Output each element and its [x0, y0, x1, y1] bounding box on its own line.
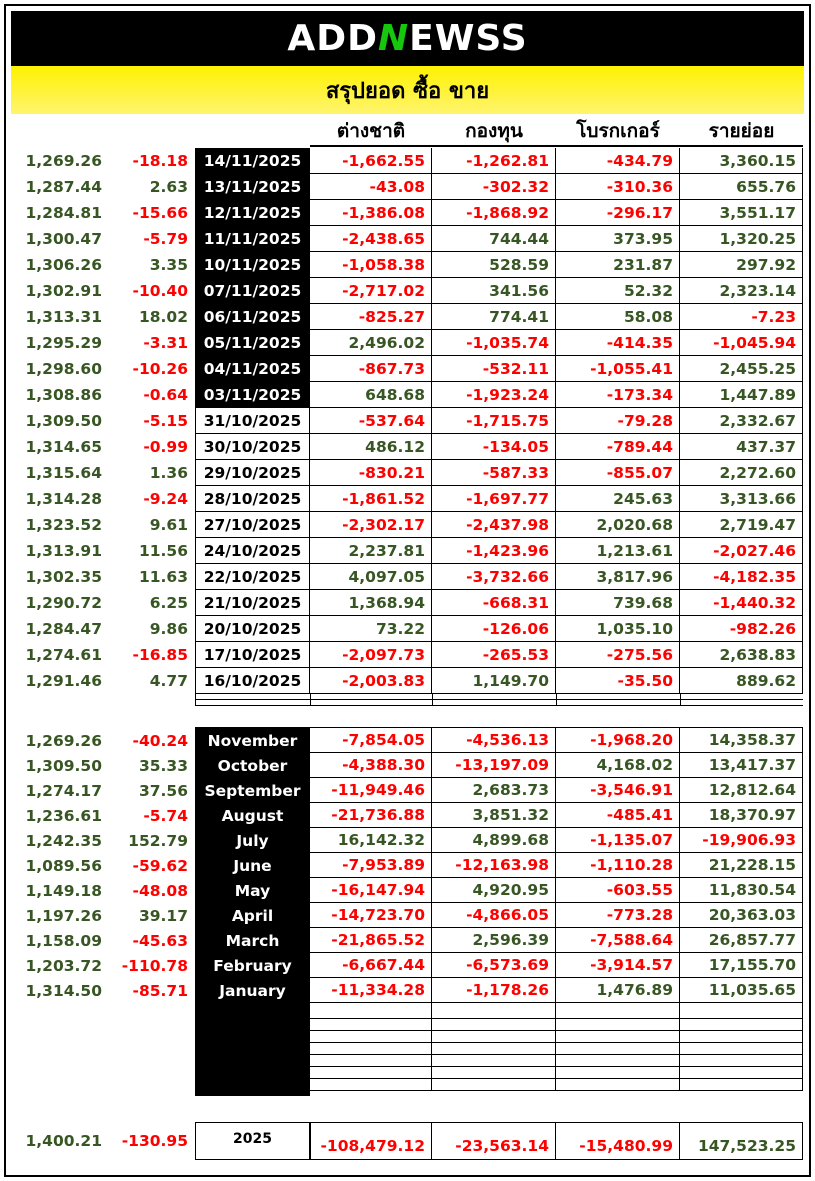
month-name: May — [234, 881, 271, 900]
fund-total: -23,563.14 — [432, 1122, 556, 1160]
set-index-value: 1,284.47 — [25, 620, 102, 638]
month-name: August — [221, 806, 284, 825]
foreign-net: -7,854.05 — [310, 728, 432, 753]
foreign-net: -2,003.83 — [310, 668, 432, 694]
retail-net: 14,358.37 — [680, 728, 803, 753]
set-change-value: 1.36 — [149, 464, 188, 482]
fund-net: -668.31 — [432, 590, 556, 616]
retail-net: 20,363.03 — [680, 903, 803, 928]
monthly-top-border — [310, 727, 803, 728]
fund-net: -3,732.66 — [432, 564, 556, 590]
set-index-value: 1,298.60 — [25, 360, 102, 378]
foreign-net: 2,237.81 — [310, 538, 432, 564]
foreign-net: 1,368.94 — [310, 590, 432, 616]
set-change-value: 11.56 — [138, 542, 188, 560]
set-change-value: -45.63 — [132, 931, 188, 950]
logo-bar — [11, 11, 804, 66]
trade-date: 05/11/2025 — [195, 330, 310, 356]
fund-net: -1,035.74 — [432, 330, 556, 356]
trade-date: 12/11/2025 — [195, 200, 310, 226]
set-index-value: 1,302.91 — [25, 282, 102, 300]
broker-net: 58.08 — [556, 304, 680, 330]
set-index-value: 1,236.61 — [25, 806, 102, 825]
trade-date: 27/10/2025 — [195, 512, 310, 538]
trade-date: 31/10/2025 — [195, 408, 310, 434]
set-index-value: 1,203.72 — [25, 956, 102, 975]
fund-net: -302.32 — [432, 174, 556, 200]
set-change-value: 11.63 — [138, 568, 188, 586]
set-change-value: 18.02 — [138, 308, 188, 326]
year-label: 2025 — [195, 1122, 310, 1160]
retail-net: -1,440.32 — [680, 590, 803, 616]
retail-net: 11,830.54 — [680, 878, 803, 903]
separator-row — [195, 700, 803, 706]
set-index-value: 1,323.52 — [25, 516, 102, 534]
total-left-border — [310, 1122, 311, 1160]
retail-net: 3,313.66 — [680, 486, 803, 512]
set-change-value: 4.77 — [149, 672, 188, 690]
fund-net: -1,262.81 — [432, 148, 556, 174]
fund-net: 2,596.39 — [432, 928, 556, 953]
broker-total: -15,480.99 — [556, 1122, 680, 1160]
broker-net: -3,546.91 — [556, 778, 680, 803]
set-index-value: 1,197.26 — [25, 906, 102, 925]
retail-net: -19,906.93 — [680, 828, 803, 853]
set-change-value: 9.61 — [149, 516, 188, 534]
header-foreign: ต่างชาติ — [310, 117, 432, 147]
set-index-value: 1,300.47 — [25, 230, 102, 248]
set-change-value: -3.31 — [143, 334, 188, 352]
set-change-value: 9.86 — [149, 620, 188, 638]
set-index-value: 1,314.65 — [25, 438, 102, 456]
monthly-row — [0, 753, 815, 778]
set-index-value: 1,308.86 — [25, 386, 102, 404]
fund-net: -126.06 — [432, 616, 556, 642]
set-change-value: 35.33 — [138, 756, 188, 775]
foreign-net: 73.22 — [310, 616, 432, 642]
set-index-value: 1,313.31 — [25, 308, 102, 326]
fund-net: 3,851.32 — [432, 803, 556, 828]
set-index-value: 1,314.50 — [25, 981, 102, 1000]
page-title: สรุปยอด ซื้อ ขาย — [325, 78, 490, 104]
set-index-value: 1,158.09 — [25, 931, 102, 950]
retail-net: 1,320.25 — [680, 226, 803, 252]
foreign-net: -11,949.46 — [310, 778, 432, 803]
retail-net: 2,455.25 — [680, 356, 803, 382]
foreign-net: -1,662.55 — [310, 148, 432, 174]
fund-net: -6,573.69 — [432, 953, 556, 978]
fund-net: -4,536.13 — [432, 728, 556, 753]
monthly-row — [0, 978, 815, 1003]
foreign-total: -108,479.12 — [310, 1122, 432, 1160]
foreign-net: -1,058.38 — [310, 252, 432, 278]
set-change-value: -5.79 — [143, 230, 188, 248]
broker-net: -855.07 — [556, 460, 680, 486]
set-change-value: 152.79 — [128, 831, 188, 850]
retail-net: 21,228.15 — [680, 853, 803, 878]
trade-date: 21/10/2025 — [195, 590, 310, 616]
set-change-value: 37.56 — [138, 781, 188, 800]
retail-total: 147,523.25 — [680, 1122, 803, 1160]
total-data-row — [0, 1122, 815, 1160]
addnewss-logo: ADDNEWSS — [287, 18, 528, 59]
fund-net: 1,149.70 — [432, 668, 556, 694]
daily-row — [0, 564, 815, 590]
daily-row — [0, 148, 815, 174]
daily-row — [0, 538, 815, 564]
daily-row — [0, 486, 815, 512]
fund-net: 2,683.73 — [432, 778, 556, 803]
broker-net: -485.41 — [556, 803, 680, 828]
trade-date: 13/11/2025 — [195, 174, 310, 200]
daily-row — [0, 382, 815, 408]
daily-row — [0, 226, 815, 252]
broker-net: -173.34 — [556, 382, 680, 408]
broker-net: 3,817.96 — [556, 564, 680, 590]
set-index-value: 1,309.50 — [25, 756, 102, 775]
set-index-value: 1,287.44 — [25, 178, 102, 196]
monthly-row — [0, 903, 815, 928]
fund-net: 341.56 — [432, 278, 556, 304]
set-index-value: 1,284.81 — [25, 204, 102, 222]
set-change-value: -9.24 — [143, 490, 188, 508]
fund-net: -1,697.77 — [432, 486, 556, 512]
broker-net: 245.63 — [556, 486, 680, 512]
header-retail: รายย่อย — [680, 117, 803, 147]
month-name: February — [213, 956, 292, 975]
monthly-row — [0, 828, 815, 853]
retail-net: 1,447.89 — [680, 382, 803, 408]
fund-net: 528.59 — [432, 252, 556, 278]
foreign-net: -825.27 — [310, 304, 432, 330]
set-change-value: -15.66 — [132, 204, 188, 222]
set-index-value: 1,291.46 — [25, 672, 102, 690]
broker-net: 373.95 — [556, 226, 680, 252]
set-index-value: 1,269.26 — [25, 152, 102, 170]
daily-row — [0, 460, 815, 486]
fund-net: 4,920.95 — [432, 878, 556, 903]
broker-net: -296.17 — [556, 200, 680, 226]
retail-net: 655.76 — [680, 174, 803, 200]
foreign-net: -21,865.52 — [310, 928, 432, 953]
foreign-net: 2,496.02 — [310, 330, 432, 356]
foreign-net: -2,438.65 — [310, 226, 432, 252]
trade-date: 16/10/2025 — [195, 668, 310, 694]
set-change-value: 2.63 — [149, 178, 188, 196]
foreign-net: -867.73 — [310, 356, 432, 382]
fund-net: -12,163.98 — [432, 853, 556, 878]
foreign-net: -830.21 — [310, 460, 432, 486]
broker-net: -1,055.41 — [556, 356, 680, 382]
set-index-value: 1,306.26 — [25, 256, 102, 274]
set-index-value: 1,309.50 — [25, 412, 102, 430]
retail-net: 297.92 — [680, 252, 803, 278]
fund-net: -1,423.96 — [432, 538, 556, 564]
month-name: September — [204, 781, 301, 800]
foreign-net: -2,302.17 — [310, 512, 432, 538]
broker-net: -310.36 — [556, 174, 680, 200]
empty-row — [310, 1067, 803, 1079]
foreign-net: -4,388.30 — [310, 753, 432, 778]
set-index-value: 1,290.72 — [25, 594, 102, 612]
foreign-net: -1,861.52 — [310, 486, 432, 512]
foreign-net: 648.68 — [310, 382, 432, 408]
foreign-net: -6,667.44 — [310, 953, 432, 978]
trade-date: 30/10/2025 — [195, 434, 310, 460]
fund-net: -13,197.09 — [432, 753, 556, 778]
broker-net: 1,035.10 — [556, 616, 680, 642]
daily-row — [0, 200, 815, 226]
title-bar — [11, 66, 804, 114]
foreign-net: -14,723.70 — [310, 903, 432, 928]
fund-net: 774.41 — [432, 304, 556, 330]
retail-net: 2,272.60 — [680, 460, 803, 486]
trade-date: 28/10/2025 — [195, 486, 310, 512]
fund-net: -1,178.26 — [432, 978, 556, 1003]
set-change-value: 6.25 — [149, 594, 188, 612]
monthly-row — [0, 928, 815, 953]
set-change-value: -85.71 — [132, 981, 188, 1000]
foreign-net: 16,142.32 — [310, 828, 432, 853]
daily-row — [0, 330, 815, 356]
month-name: June — [233, 856, 272, 875]
set-change-value: -16.85 — [132, 646, 188, 664]
retail-net: 12,812.64 — [680, 778, 803, 803]
monthly-row — [0, 953, 815, 978]
month-name: January — [219, 981, 286, 1000]
set-index-value: 1,149.18 — [25, 881, 102, 900]
broker-net: -434.79 — [556, 148, 680, 174]
empty-row — [310, 1019, 803, 1031]
set-change-value: -59.62 — [132, 856, 188, 875]
broker-net: 1,213.61 — [556, 538, 680, 564]
retail-net: -1,045.94 — [680, 330, 803, 356]
set-index-value: 1,315.64 — [25, 464, 102, 482]
broker-net: -79.28 — [556, 408, 680, 434]
retail-net: -4,182.35 — [680, 564, 803, 590]
daily-row — [0, 252, 815, 278]
retail-net: -982.26 — [680, 616, 803, 642]
daily-row — [0, 668, 815, 694]
retail-net: 11,035.65 — [680, 978, 803, 1003]
daily-row — [0, 642, 815, 668]
fund-net: -265.53 — [432, 642, 556, 668]
fund-net: -134.05 — [432, 434, 556, 460]
set-change-value: -110.78 — [121, 956, 188, 975]
set-index-value: 1,274.17 — [25, 781, 102, 800]
broker-net: -1,135.07 — [556, 828, 680, 853]
broker-net: 4,168.02 — [556, 753, 680, 778]
foreign-net: -11,334.28 — [310, 978, 432, 1003]
retail-net: 2,332.67 — [680, 408, 803, 434]
month-name: November — [207, 731, 298, 750]
daily-row — [0, 304, 815, 330]
trade-date: 22/10/2025 — [195, 564, 310, 590]
broker-net: 1,476.89 — [556, 978, 680, 1003]
foreign-net: -43.08 — [310, 174, 432, 200]
daily-row — [0, 434, 815, 460]
empty-row — [310, 1031, 803, 1043]
set-change-value: 39.17 — [138, 906, 188, 925]
broker-net: -7,588.64 — [556, 928, 680, 953]
foreign-net: -2,097.73 — [310, 642, 432, 668]
foreign-net: -2,717.02 — [310, 278, 432, 304]
foreign-net: -537.64 — [310, 408, 432, 434]
retail-net: 17,155.70 — [680, 953, 803, 978]
trade-date: 29/10/2025 — [195, 460, 310, 486]
broker-net: -1,110.28 — [556, 853, 680, 878]
header-fund: กองทุน — [432, 117, 556, 147]
retail-net: 18,370.97 — [680, 803, 803, 828]
set-index-value: 1,269.26 — [25, 731, 102, 750]
retail-net: 2,323.14 — [680, 278, 803, 304]
daily-row — [0, 408, 815, 434]
broker-net: 231.87 — [556, 252, 680, 278]
fund-net: -1,715.75 — [432, 408, 556, 434]
broker-net: -789.44 — [556, 434, 680, 460]
fund-net: -4,866.05 — [432, 903, 556, 928]
monthly-row — [0, 853, 815, 878]
monthly-row — [0, 803, 815, 828]
broker-net: -3,914.57 — [556, 953, 680, 978]
retail-net: 13,417.37 — [680, 753, 803, 778]
set-change-value: -5.74 — [143, 806, 188, 825]
retail-net: 26,857.77 — [680, 928, 803, 953]
trade-date: 20/10/2025 — [195, 616, 310, 642]
trade-date: 04/11/2025 — [195, 356, 310, 382]
set-change-value: -5.15 — [143, 412, 188, 430]
empty-row — [310, 1079, 803, 1091]
set-index-value: 1,314.28 — [25, 490, 102, 508]
fund-net: -587.33 — [432, 460, 556, 486]
retail-net: 2,638.83 — [680, 642, 803, 668]
monthly-row — [0, 878, 815, 903]
retail-net: 889.62 — [680, 668, 803, 694]
set-change-value: -10.40 — [132, 282, 188, 300]
set-change-value: -10.26 — [132, 360, 188, 378]
broker-net: 739.68 — [556, 590, 680, 616]
trade-date: 24/10/2025 — [195, 538, 310, 564]
fund-net: -2,437.98 — [432, 512, 556, 538]
set-index-value: 1,089.56 — [25, 856, 102, 875]
daily-row — [0, 174, 815, 200]
set-change-value: -0.99 — [143, 438, 188, 456]
daily-row — [0, 278, 815, 304]
set-change-value: -0.64 — [143, 386, 188, 404]
daily-row — [0, 512, 815, 538]
retail-net: 3,551.17 — [680, 200, 803, 226]
set-index-value: 1,302.35 — [25, 568, 102, 586]
foreign-net: 4,097.05 — [310, 564, 432, 590]
trade-date: 03/11/2025 — [195, 382, 310, 408]
empty-row — [310, 1055, 803, 1067]
foreign-net: 486.12 — [310, 434, 432, 460]
trade-date: 07/11/2025 — [195, 278, 310, 304]
foreign-net: -1,386.08 — [310, 200, 432, 226]
set-index-total: 1,400.21 — [25, 1132, 102, 1150]
set-change-value: -48.08 — [132, 881, 188, 900]
broker-net: 2,020.68 — [556, 512, 680, 538]
trade-date: 06/11/2025 — [195, 304, 310, 330]
retail-net: 3,360.15 — [680, 148, 803, 174]
month-name: April — [231, 906, 274, 925]
foreign-net: -7,953.89 — [310, 853, 432, 878]
retail-net: 437.37 — [680, 434, 803, 460]
monthly-row — [0, 728, 815, 753]
daily-row — [0, 356, 815, 382]
set-index-value: 1,295.29 — [25, 334, 102, 352]
daily-row — [0, 590, 815, 616]
trade-date: 17/10/2025 — [195, 642, 310, 668]
month-name: March — [225, 931, 280, 950]
month-name: October — [217, 756, 288, 775]
empty-row — [310, 1003, 803, 1019]
broker-net: -275.56 — [556, 642, 680, 668]
retail-net: -2,027.46 — [680, 538, 803, 564]
trade-date: 14/11/2025 — [195, 148, 310, 174]
header-broker: โบรกเกอร์ — [556, 117, 680, 147]
retail-net: -7.23 — [680, 304, 803, 330]
broker-net: -35.50 — [556, 668, 680, 694]
broker-net: -1,968.20 — [556, 728, 680, 753]
broker-net: -773.28 — [556, 903, 680, 928]
fund-net: -1,868.92 — [432, 200, 556, 226]
set-change-value: -40.24 — [132, 731, 188, 750]
broker-net: -603.55 — [556, 878, 680, 903]
set-change-value: -18.18 — [132, 152, 188, 170]
fund-net: -1,923.24 — [432, 382, 556, 408]
broker-net: -414.35 — [556, 330, 680, 356]
set-change-value: 3.35 — [149, 256, 188, 274]
fund-net: -532.11 — [432, 356, 556, 382]
fund-net: 744.44 — [432, 226, 556, 252]
set-index-value: 1,313.91 — [25, 542, 102, 560]
broker-net: 52.32 — [556, 278, 680, 304]
set-change-total: -130.95 — [121, 1132, 188, 1150]
daily-row — [0, 616, 815, 642]
monthly-row — [0, 778, 815, 803]
trade-date: 10/11/2025 — [195, 252, 310, 278]
set-index-value: 1,242.35 — [25, 831, 102, 850]
month-name: July — [236, 831, 269, 850]
foreign-net: -21,736.88 — [310, 803, 432, 828]
set-index-value: 1,274.61 — [25, 646, 102, 664]
empty-row — [310, 1043, 803, 1055]
fund-net: 4,899.68 — [432, 828, 556, 853]
retail-net: 2,719.47 — [680, 512, 803, 538]
foreign-net: -16,147.94 — [310, 878, 432, 903]
trade-date: 11/11/2025 — [195, 226, 310, 252]
